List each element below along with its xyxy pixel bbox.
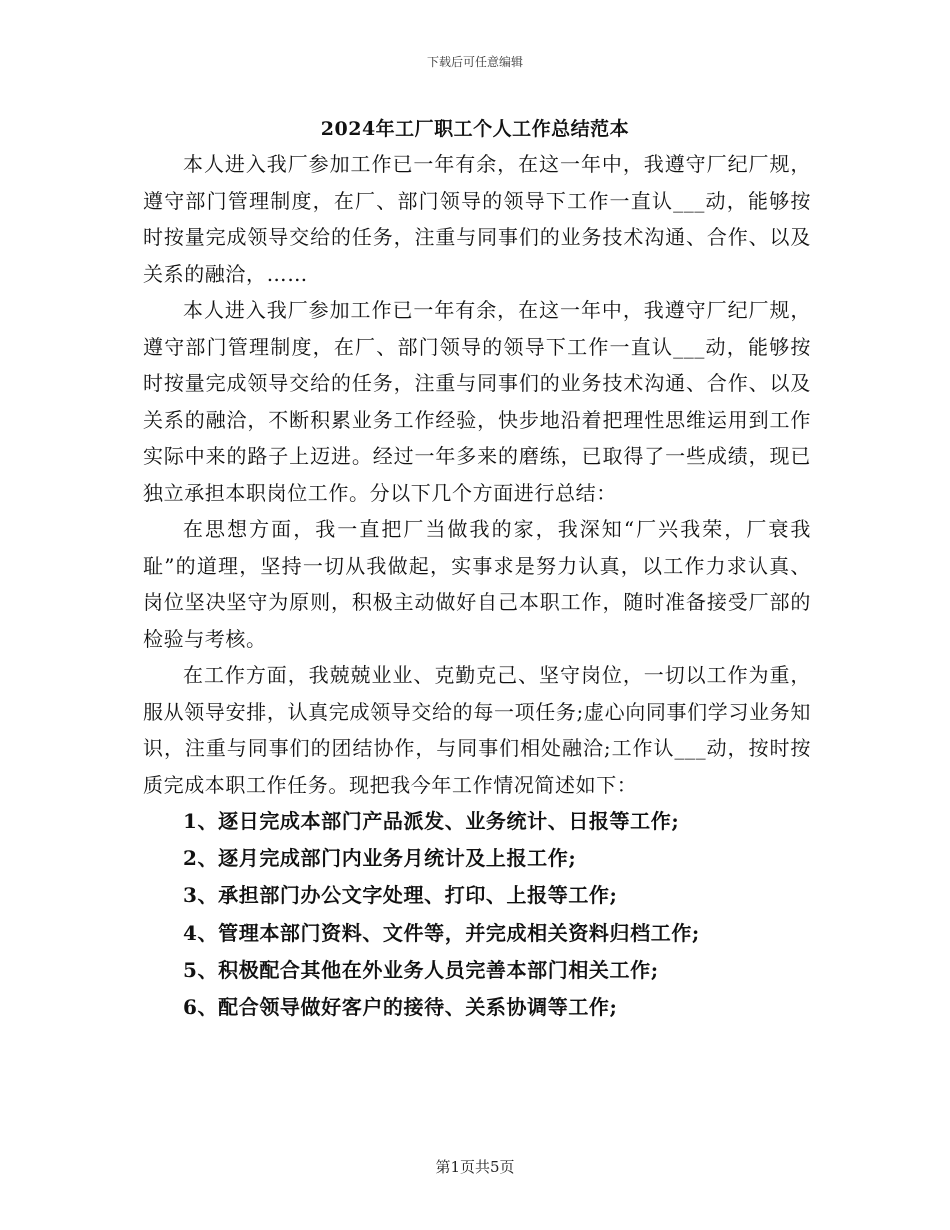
list-item: 6、配合领导做好客户的接待、关系协调等工作;: [183, 995, 618, 1020]
list-item: 3、承担部门办公文字处理、打印、上报等工作;: [183, 883, 618, 908]
list-item: 4、管理本部门资料、文件等，并完成相关资料归档工作;: [183, 920, 700, 945]
document-body: [143, 146, 811, 1026]
document-title: 2024年工厂职工个人工作总结范本: [320, 118, 630, 140]
paragraph-thinking: 在思想方面，我一直把厂当做我的家，我深知“厂兴我荣，厂衰我耻”的道理，坚持一切从我做起，实事求是努力认真，以工作力求认真、岗位坚决坚守为原则，积极主动做好自己本职工作，随时准备接受厂部的检验与考核。: [143, 517, 811, 651]
list-item: 5、积极配合其他在外业务人员完善本部门相关工作;: [183, 957, 659, 982]
paragraph-intro-full: 本人进入我厂参加工作已一年有余，在这一年中，我遵守厂纪厂规，遵守部门管理制度，在厂、部门领导的领导下工作一直认___动，能够按时按量完成领导交给的任务，注重与同事们的业务技术沟通、合作、以及关系的融洽，不断积累业务工作经验，快步地沿着把理性思维运用到工作实际中来的路子上迈进。经过一年多来的磨练，已取得了一些成绩，现已独立承担本职岗位工作。分以下几个方面进行总结：: [143, 298, 811, 505]
page-header-note: 下载后可任意编辑: [426, 55, 523, 69]
list-item: 2、逐月完成部门内业务月统计及上报工作;: [183, 846, 577, 871]
page-number-footer: 第1页共5页: [435, 1158, 515, 1176]
list-item: 1、逐日完成本部门产品派发、业务统计、日报等工作;: [183, 809, 680, 833]
paragraph-work: 在工作方面，我兢兢业业、克勤克己、坚守岗位，一切以工作为重，服从领导安排，认真完成领导交给的每一项任务;虚心向同事们学习业务知识，注重与同事们的团结协作，与同事们相处融洽;工作认___动，按时按质完成本职工作任务。现把我今年工作情况简述如下：: [143, 663, 811, 797]
paragraph-intro-excerpt: 本人进入我厂参加工作已一年有余，在这一年中，我遵守厂纪厂规，遵守部门管理制度，在厂、部门领导的领导下工作一直认___动，能够按时按量完成领导交给的任务，注重与同事们的业务技术沟通、合作、以及关系的融洽，……: [143, 152, 811, 286]
